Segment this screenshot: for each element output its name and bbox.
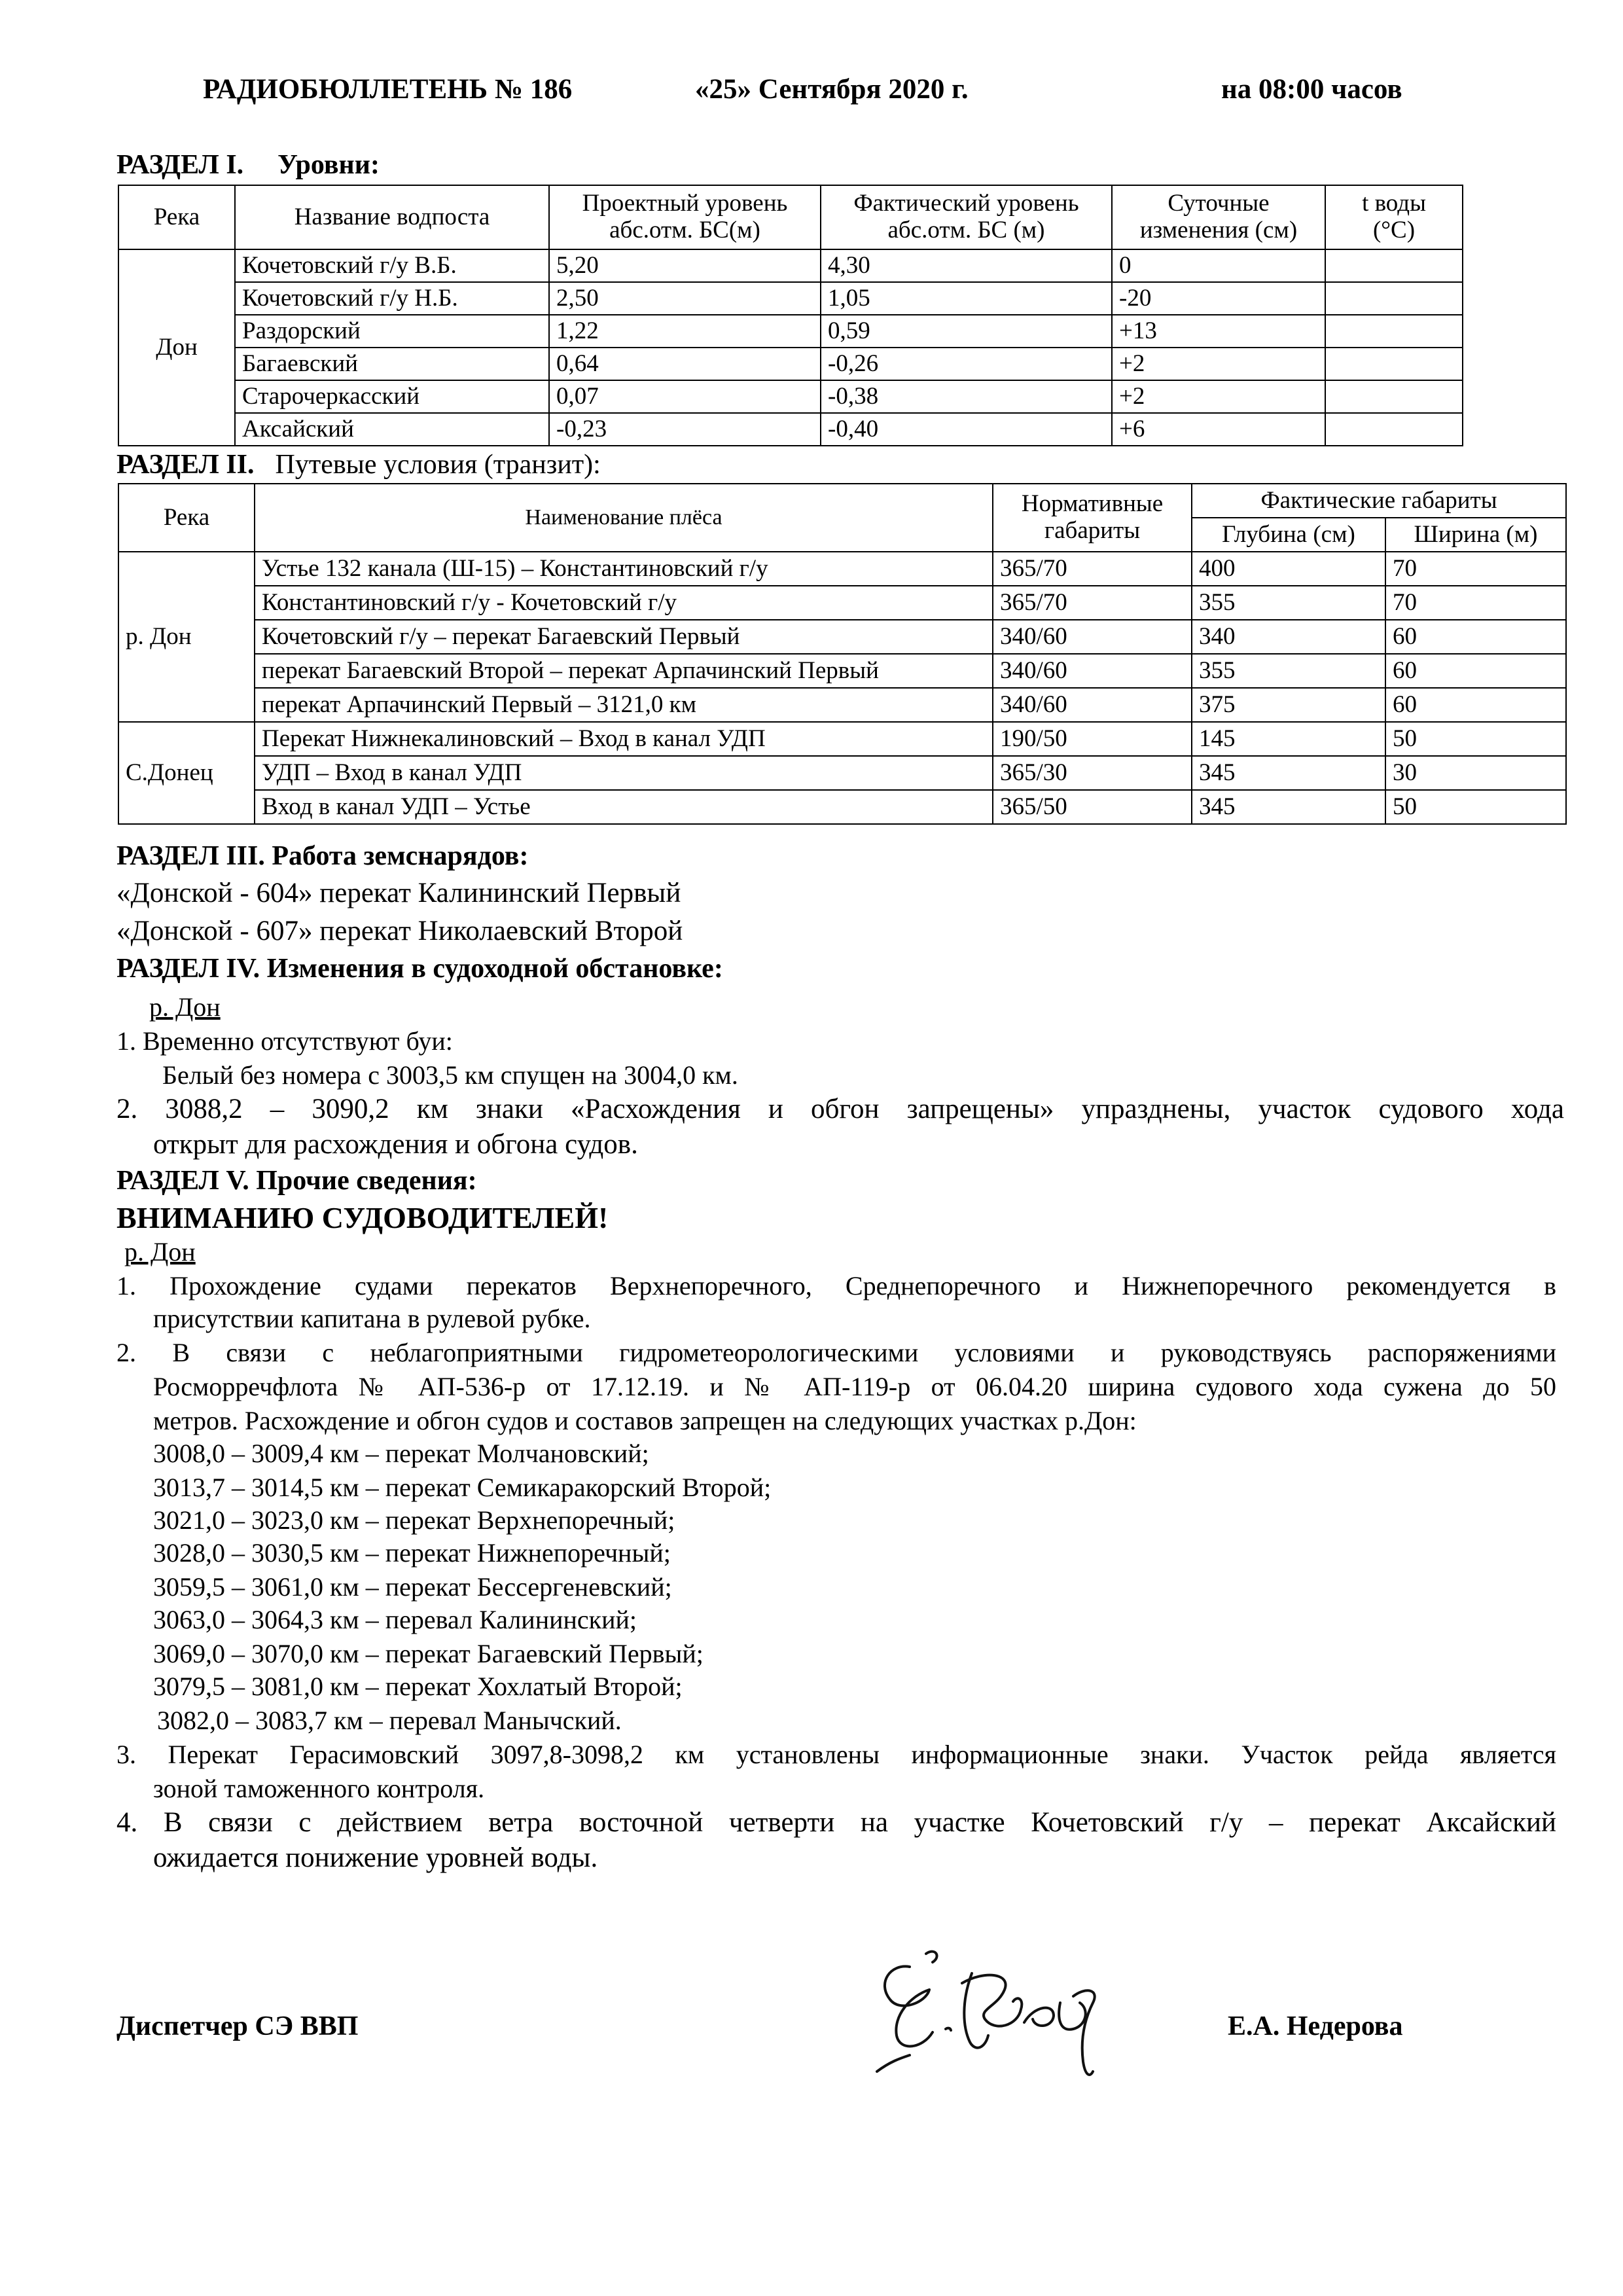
actual-cell: -0,40	[821, 413, 1112, 446]
reach-cell: Перекат Нижнекалиновский – Вход в канал УДП	[255, 722, 993, 756]
temp-cell	[1325, 413, 1463, 446]
post-cell: Багаевский	[235, 348, 549, 380]
design-cell: -0,23	[549, 413, 821, 446]
dredger-line: «Донской - 607» перекат Николаевский Второй	[116, 916, 683, 946]
depth-cell: 340	[1192, 620, 1385, 654]
dispatcher-name: Е.А. Недерова	[1228, 2011, 1403, 2041]
restricted-section: 3013,7 – 3014,5 км – перекат Семикаракорский Второй;	[153, 1473, 772, 1502]
col-actual: Фактический уровень абс.отм. БС (м)	[821, 185, 1112, 249]
reach-cell: УДП – Вход в канал УДП	[255, 756, 993, 790]
restricted-section: 3082,0 – 3083,7 км – перевал Манычский.	[157, 1706, 622, 1735]
table-row	[118, 380, 1463, 413]
width-cell: 60	[1385, 654, 1566, 688]
change-cell: 0	[1112, 249, 1325, 282]
width-cell: 50	[1385, 790, 1566, 824]
norm-cell: 365/70	[993, 586, 1192, 620]
section4-title: РАЗДЕЛ IV. Изменения в судоходной обстановке:	[116, 954, 723, 984]
section5-item3-line2: зоной таможенного контроля.	[153, 1774, 485, 1803]
design-cell: 0,64	[549, 348, 821, 380]
post-cell: Раздорский	[235, 315, 549, 348]
width-cell: 30	[1385, 756, 1566, 790]
table-row	[118, 249, 1463, 282]
section5-river: р. Дон	[124, 1237, 196, 1266]
norm-cell: 340/60	[993, 654, 1192, 688]
reach-cell: Константиновский г/у - Кочетовский г/у	[255, 586, 993, 620]
section5-item2-line3: метров. Расхождение и обгон судов и составов запрещен на следующих участках р.Дон:	[153, 1406, 1137, 1435]
table-row	[118, 413, 1463, 446]
section4-item1: 1. Временно отсутствуют буи:	[116, 1026, 453, 1056]
reach-cell: Кочетовский г/у – перекат Багаевский Первый	[255, 620, 993, 654]
col-norm: Нормативные габариты	[993, 484, 1192, 552]
section4-river: р. Дон	[149, 992, 221, 1022]
dredger-line: «Донской - 604» перекат Калининский Первый	[116, 878, 681, 908]
col-daily: Суточные изменения (см)	[1112, 185, 1325, 249]
design-cell: 2,50	[549, 282, 821, 315]
width-cell: 70	[1385, 586, 1566, 620]
width-cell: 50	[1385, 722, 1566, 756]
table-row	[118, 282, 1463, 315]
change-cell: -20	[1112, 282, 1325, 315]
table-row	[118, 552, 1566, 586]
norm-cell: 190/50	[993, 722, 1192, 756]
route-header-row-1	[118, 484, 1566, 518]
reach-cell: Вход в канал УДП – Устье	[255, 790, 993, 824]
table-row	[118, 620, 1566, 654]
handwritten-signature	[864, 1937, 1139, 2088]
temp-cell	[1325, 315, 1463, 348]
actual-cell: 4,30	[821, 249, 1112, 282]
depth-cell: 355	[1192, 654, 1385, 688]
design-cell: 5,20	[549, 249, 821, 282]
river-cell: р. Дон	[118, 552, 255, 722]
col-width: Ширина (м)	[1385, 518, 1566, 552]
restricted-section: 3021,0 – 3023,0 км – перекат Верхнепоречный;	[153, 1505, 675, 1535]
reach-cell: перекат Багаевский Второй – перекат Арпачинский Первый	[255, 654, 993, 688]
section2-title: РАЗДЕЛ II.	[116, 450, 255, 480]
design-cell: 1,22	[549, 315, 821, 348]
depth-cell: 375	[1192, 688, 1385, 722]
actual-cell: -0,26	[821, 348, 1112, 380]
table-row	[118, 756, 1566, 790]
river-cell: С.Донец	[118, 722, 255, 824]
post-cell: Старочеркасский	[235, 380, 549, 413]
actual-cell: 1,05	[821, 282, 1112, 315]
col-depth: Глубина (см)	[1192, 518, 1385, 552]
bulletin-time: на 08:00 часов	[1221, 74, 1402, 105]
restricted-section: 3008,0 – 3009,4 км – перекат Молчановский;	[153, 1439, 649, 1468]
levels-header-row	[118, 185, 1463, 249]
table-row	[118, 586, 1566, 620]
table-row	[118, 722, 1566, 756]
bulletin-title: РАДИОБЮЛЛЕТЕНЬ № 186	[203, 74, 573, 105]
col-river: Река	[118, 185, 235, 249]
section5-item1-line1: 1. Прохождение судами перекатов Верхнепоречного, Среднепоречного и Нижнепоречного рекомендуется в	[116, 1271, 1556, 1300]
norm-cell: 365/50	[993, 790, 1192, 824]
section5-item2-line1: 2. В связи с неблагоприятными гидрометеорологическими условиями и руководствуясь распоряжениями	[116, 1338, 1556, 1367]
section4-item2-line1: 2. 3088,2 – 3090,2 км знаки «Расхождения и обгон запрещены» упразднены, участок судового хода	[116, 1094, 1564, 1124]
restricted-section: 3063,0 – 3064,3 км – перевал Калининский;	[153, 1605, 637, 1634]
norm-cell: 340/60	[993, 688, 1192, 722]
col-river: Река	[118, 484, 255, 552]
section4-item2-line2: открыт для расхождения и обгона судов.	[153, 1129, 638, 1160]
section2-subtitle: Путевые условия (транзит):	[275, 450, 601, 480]
norm-cell: 340/60	[993, 620, 1192, 654]
section1-subtitle: Уровни:	[277, 150, 380, 180]
width-cell: 60	[1385, 620, 1566, 654]
levels-table	[118, 185, 1463, 446]
section5-item4-line2: ожидается понижение уровней воды.	[153, 1842, 598, 1873]
change-cell: +6	[1112, 413, 1325, 446]
section5-item2-line2: Росморречфлота № АП-536-р от 17.12.19. и № АП-119-р от 06.04.20 ширина судового хода сужена до 50	[153, 1372, 1556, 1401]
col-temp: t воды (°С)	[1325, 185, 1463, 249]
norm-cell: 365/30	[993, 756, 1192, 790]
actual-cell: 0,59	[821, 315, 1112, 348]
temp-cell	[1325, 380, 1463, 413]
table-row	[118, 315, 1463, 348]
section3-title: РАЗДЕЛ III. Работа земснарядов:	[116, 841, 529, 871]
reach-cell: перекат Арпачинский Первый – 3121,0 км	[255, 688, 993, 722]
table-row	[118, 688, 1566, 722]
route-table	[118, 483, 1567, 825]
restricted-section: 3069,0 – 3070,0 км – перекат Багаевский Первый;	[153, 1639, 704, 1668]
section4-item1-detail: Белый без номера с 3003,5 км спущен на 3004,0 км.	[162, 1060, 738, 1090]
actual-cell: -0,38	[821, 380, 1112, 413]
post-cell: Аксайский	[235, 413, 549, 446]
norm-cell: 365/70	[993, 552, 1192, 586]
section5-item3-line1: 3. Перекат Герасимовский 3097,8-3098,2 км установлены информационные знаки. Участок рейда является	[116, 1740, 1556, 1769]
depth-cell: 345	[1192, 756, 1385, 790]
section2-heading	[116, 449, 601, 480]
post-cell: Кочетовский г/у Н.Б.	[235, 282, 549, 315]
temp-cell	[1325, 348, 1463, 380]
change-cell: +13	[1112, 315, 1325, 348]
change-cell: +2	[1112, 380, 1325, 413]
restricted-section: 3059,5 – 3061,0 км – перекат Бессергеневский;	[153, 1572, 672, 1602]
section1-heading	[116, 149, 380, 181]
depth-cell: 355	[1192, 586, 1385, 620]
col-actual-dims: Фактические габариты	[1192, 484, 1566, 518]
col-post: Название водпоста	[235, 185, 549, 249]
width-cell: 70	[1385, 552, 1566, 586]
table-row	[118, 790, 1566, 824]
dispatcher-position: Диспетчер СЭ ВВП	[116, 2011, 359, 2041]
col-design: Проектный уровень абс.отм. БС(м)	[549, 185, 821, 249]
width-cell: 60	[1385, 688, 1566, 722]
depth-cell: 345	[1192, 790, 1385, 824]
section1-title: РАЗДЕЛ I.	[116, 150, 244, 180]
temp-cell	[1325, 282, 1463, 315]
temp-cell	[1325, 249, 1463, 282]
restricted-section: 3028,0 – 3030,5 км – перекат Нижнепоречный;	[153, 1538, 671, 1568]
attention-heading: ВНИМАНИЮ СУДОВОДИТЕЛЕЙ!	[116, 1201, 609, 1234]
depth-cell: 400	[1192, 552, 1385, 586]
change-cell: +2	[1112, 348, 1325, 380]
river-cell: Дон	[118, 249, 235, 446]
section5-title: РАЗДЕЛ V. Прочие сведения:	[116, 1166, 477, 1196]
section5-item4-line1: 4. В связи с действием ветра восточной четверти на участке Кочетовский г/у – перекат Аксайский	[116, 1807, 1556, 1838]
reach-cell: Устье 132 канала (Ш-15) – Константиновский г/у	[255, 552, 993, 586]
col-reach: Наименование плёса	[255, 484, 993, 552]
bulletin-date: «25» Сентября 2020 г.	[695, 74, 969, 105]
section5-item1-line2: присутствии капитана в рулевой рубке.	[153, 1304, 591, 1333]
post-cell: Кочетовский г/у В.Б.	[235, 249, 549, 282]
table-row	[118, 654, 1566, 688]
design-cell: 0,07	[549, 380, 821, 413]
table-row	[118, 348, 1463, 380]
depth-cell: 145	[1192, 722, 1385, 756]
restricted-section: 3079,5 – 3081,0 км – перекат Хохлатый Второй;	[153, 1672, 683, 1701]
